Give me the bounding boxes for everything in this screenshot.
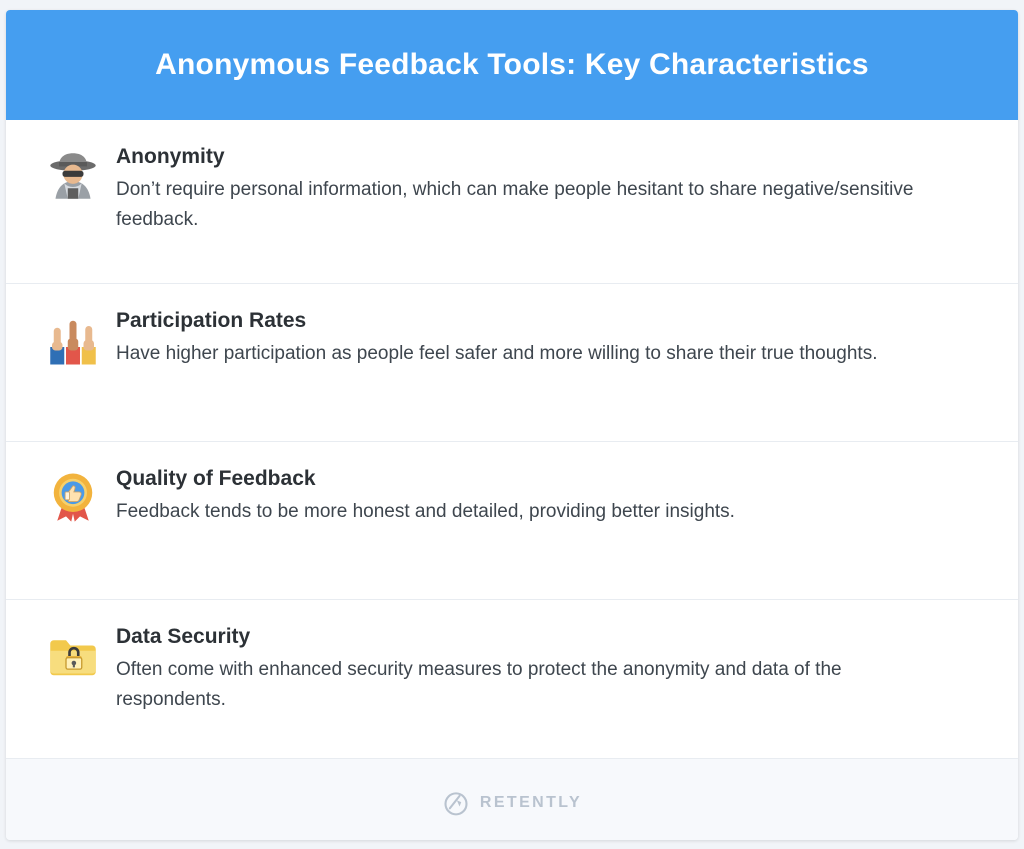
footer: [6, 758, 1018, 840]
list-item: [6, 120, 1018, 284]
list-item: [6, 284, 1018, 442]
locked-folder-icon: [30, 622, 116, 684]
list-item-description: Don’t require personal information, which can make people hesitant to share negative/sensitive feedback.: [116, 179, 914, 230]
page-title: Anonymous Feedback Tools: Key Characteristics: [155, 48, 869, 81]
list-item-description: Often come with enhanced security measures to protect the anonymity and data of the respondents.: [116, 659, 842, 710]
list-item-text: [116, 306, 988, 369]
list-item-description: Have higher participation as people feel safer and more willing to share their true thoughts.: [116, 343, 878, 365]
list-item-text: [116, 142, 988, 234]
list-item: [6, 442, 1018, 600]
list-item-description: Feedback tends to be more honest and detailed, providing better insights.: [116, 501, 735, 523]
list-item-text: [116, 464, 988, 527]
award-thumbs-up-icon: [30, 464, 116, 526]
list-item-title: Participation Rates: [116, 309, 307, 332]
raised-hands-icon: [30, 306, 116, 368]
infographic-card: [6, 10, 1018, 840]
detective-icon: [30, 142, 116, 204]
brand-name: RETENTLY: [479, 794, 583, 811]
list-item-title: Anonymity: [116, 145, 225, 168]
header-banner: [6, 10, 1018, 120]
list-item-title: Quality of Feedback: [116, 467, 316, 490]
list-item-title: Data Security: [116, 625, 251, 648]
list-item: [6, 600, 1018, 758]
characteristics-list: [6, 120, 1018, 758]
list-item-text: [116, 622, 988, 714]
retently-logo-icon: [442, 789, 470, 817]
